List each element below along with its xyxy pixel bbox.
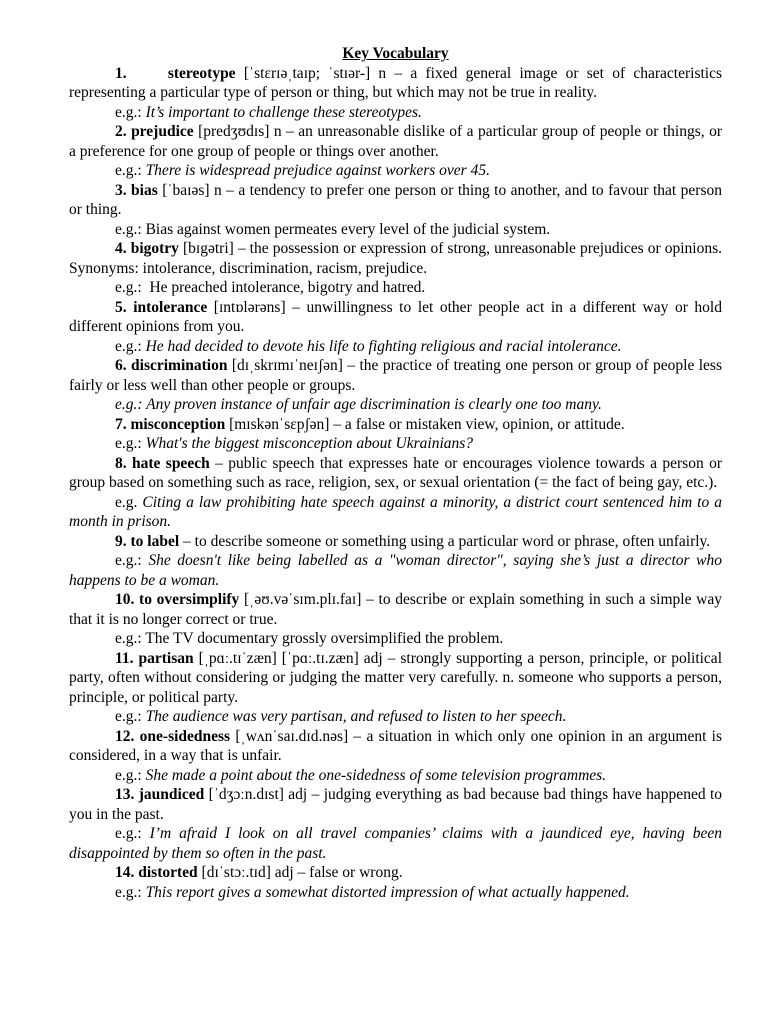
entry-definition xyxy=(69,64,722,103)
entry-definition-text: [dɪˌskrɪmɪˈneɪʃən] – the practice of treating one person or group of people less fairly or less well than other people or groups. xyxy=(69,357,722,394)
entry-term: 7. misconception xyxy=(115,415,226,433)
entry-definition-text: [ˌwʌnˈsaɪ.dɪd.nəs] – a situation in which only one opinion in an argument is considered, in a way that is unfair. xyxy=(69,727,722,764)
entry-example xyxy=(69,824,722,863)
entry-term: 10. to oversimplify xyxy=(115,591,240,608)
entry-term: 8. hate speech xyxy=(115,454,210,472)
example-text: The TV documentary grossly oversimplified the problem. xyxy=(145,630,504,647)
vocabulary-entry xyxy=(69,415,722,454)
vocabulary-entry xyxy=(69,454,722,532)
entry-term: 13. jaundiced xyxy=(115,786,205,803)
example-prefix: e.g.: xyxy=(115,396,147,413)
entry-definition-text: [ˈbaɪəs] n – a tendency to prefer one person or thing to another, and to favour that person or thing. xyxy=(69,181,722,218)
entry-example xyxy=(69,103,722,123)
entry-term: 3. bias xyxy=(115,181,158,199)
vocabulary-entry xyxy=(69,590,722,649)
entry-example xyxy=(69,493,722,532)
example-prefix: e.g.: xyxy=(115,825,150,842)
example-text: She doesn't like being labelled as a "woman director", saying she’s just a director who happens to be a woman. xyxy=(69,552,723,589)
entry-example xyxy=(69,395,722,415)
entry-example xyxy=(69,434,722,454)
entry-example xyxy=(69,883,722,903)
entry-definition xyxy=(69,785,722,824)
vocabulary-entry xyxy=(69,298,722,357)
example-prefix: e.g.: xyxy=(115,103,146,121)
entry-term: 1. stereotype xyxy=(115,64,236,82)
entry-term: 14. distorted xyxy=(115,864,198,881)
example-text: What's the biggest misconception about Ukrainians? xyxy=(145,435,474,452)
vocabulary-entry xyxy=(69,181,722,240)
entry-definition-text: – to describe someone or something using a particular word or phrase, often unfairly. xyxy=(179,532,711,550)
entry-definition-text: [dɪˈstɔː.tɪd] adj – false or wrong. xyxy=(197,864,403,881)
entry-definition xyxy=(69,727,722,766)
vocabulary-entry xyxy=(69,785,722,863)
entry-definition xyxy=(69,356,722,395)
entry-term: 9. to label xyxy=(115,532,180,550)
example-prefix: e.g.: xyxy=(115,279,150,296)
entry-example xyxy=(69,766,722,786)
vocabulary-entry xyxy=(69,863,722,902)
entry-definition xyxy=(69,298,722,337)
vocabulary-entry xyxy=(69,727,722,786)
example-prefix: e.g.: xyxy=(115,766,146,784)
example-text: There is widespread prejudice against workers over 45. xyxy=(145,162,490,179)
example-prefix: e.g.: xyxy=(115,883,146,901)
example-text: Citing a law prohibiting hate speech against a minority, a district court sentenced him to a month in prison. xyxy=(69,493,722,530)
vocabulary-entry xyxy=(69,239,722,298)
entry-definition-text: [mɪskənˈsɛpʃən] – a false or mistaken view, opinion, or attitude. xyxy=(225,415,625,433)
example-text: I’m afraid I look on all travel companies’ claims with a jaundiced eye, having been disappointed by them so often in the past. xyxy=(69,825,722,862)
page-title: Key Vocabulary xyxy=(342,45,449,62)
entry-example xyxy=(69,337,722,357)
example-prefix: e.g. xyxy=(115,493,143,511)
example-prefix: e.g.: xyxy=(115,708,146,725)
entry-definition-text: [ˈstɛrɪəˌtaɪp; ˈstɪər-] n – a fixed general image or set of characteristics representing a particular type of person or thing, but which may not be true in reality. xyxy=(69,64,723,101)
example-text: She made a point about the one-sidedness of some television programmes. xyxy=(145,766,607,784)
entry-example xyxy=(69,629,722,649)
example-text: Any proven instance of unfair age discrimination is clearly one too many. xyxy=(146,396,602,413)
entry-term: 2. prejudice xyxy=(115,123,194,140)
entry-definition xyxy=(69,239,722,278)
entry-term: 5. intolerance xyxy=(115,298,208,316)
vocabulary-entry xyxy=(69,122,722,181)
example-text: It’s important to challenge these stereotypes. xyxy=(145,103,422,121)
entry-definition-text: [ɪntɒlərəns] – unwillingness to let other people act in a different way or hold different opinions from you. xyxy=(69,298,722,335)
example-prefix: e.g.: xyxy=(115,552,149,569)
entry-definition xyxy=(69,122,722,161)
example-prefix: e.g.: xyxy=(115,435,146,452)
example-text: The audience was very partisan, and refused to listen to her speech. xyxy=(145,708,567,725)
entry-definition xyxy=(69,532,722,552)
entry-term: 11. partisan xyxy=(115,649,194,667)
example-prefix: e.g.: xyxy=(115,162,146,179)
example-prefix: e.g.: xyxy=(115,630,146,647)
example-text: Bias against women permeates every level of the judicial system. xyxy=(145,220,551,238)
vocabulary-entry xyxy=(69,356,722,415)
entry-example xyxy=(69,278,722,298)
entry-term: 4. bigotry xyxy=(115,240,179,257)
example-prefix: e.g.: xyxy=(115,220,146,238)
entry-definition xyxy=(69,181,722,220)
entry-example xyxy=(69,220,722,240)
entry-definition-text: [predʒʊdɪs] n – an unreasonable dislike of a particular group of people or things, or a preference for one group of people or things over another. xyxy=(69,123,722,160)
entry-term: 6. discrimination xyxy=(115,357,228,374)
example-text: He had decided to devote his life to fighting religious and racial intolerance. xyxy=(145,337,622,355)
entry-definition-text: [bɪgətri] – the possession or expression of strong, unreasonable prejudices or opinions. Synonyms: intolerance, discrimination, racism, prejudice. xyxy=(69,240,722,277)
entry-definition xyxy=(69,454,722,493)
vocabulary-entry xyxy=(69,64,722,123)
vocabulary-list xyxy=(69,64,722,903)
entry-definition xyxy=(69,415,722,435)
entry-definition-text: – public speech that expresses hate or encourages violence towards a person or group based on something such as race, religion, sex, or sexual orientation (= the fact of being gay, etc.). xyxy=(69,454,722,491)
vocabulary-entry xyxy=(69,649,722,727)
entry-term: 12. one-sidedness xyxy=(115,727,231,745)
entry-definition-text: [ˈdʒɔːn.dɪst] adj – judging everything as bad because bad things have happened to you in the past. xyxy=(69,786,722,823)
example-text: He preached intolerance, bigotry and hatred. xyxy=(149,279,426,296)
entry-definition-text: [ˌpɑː.tɪˈzæn] [ˈpɑː.tɪ.zæn] adj – strongly supporting a person, principle, or political party, often without considering or judging the matter very carefully. n. someone who supports a person, principle, or political party. xyxy=(69,649,722,706)
example-text: This report gives a somewhat distorted impression of what actually happened. xyxy=(145,883,630,901)
entry-definition xyxy=(69,590,722,629)
entry-example xyxy=(69,161,722,181)
vocabulary-entry xyxy=(69,532,722,591)
example-prefix: e.g.: xyxy=(115,337,146,355)
entry-example xyxy=(69,707,722,727)
entry-definition xyxy=(69,649,722,708)
entry-definition-text: [ˌəʊ.vəˈsɪm.plɪ.faɪ] – to describe or explain something in such a simple way that it is no longer correct or true. xyxy=(69,591,722,628)
entry-example xyxy=(69,551,722,590)
entry-definition xyxy=(69,863,722,883)
